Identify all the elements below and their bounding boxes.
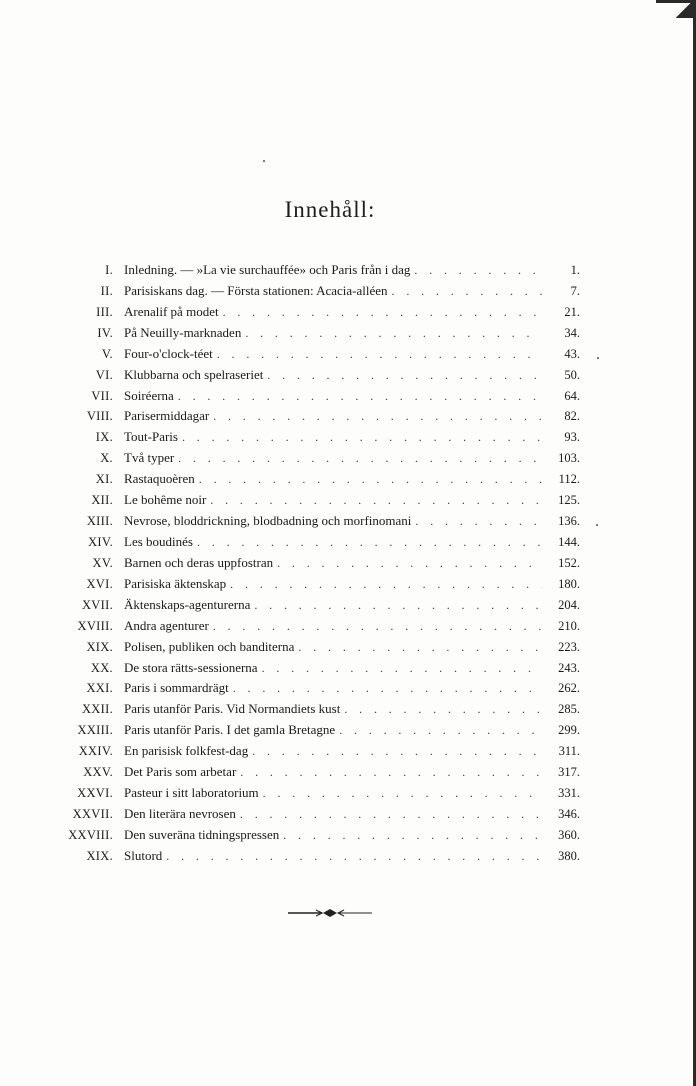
chapter-title: Les boudinés — [124, 533, 193, 549]
chapter-number: XIX. — [86, 639, 113, 654]
chapter-entry — [124, 323, 542, 344]
dot-leader — [166, 846, 542, 867]
chapter-number: I. — [105, 263, 113, 277]
page-number: 21. — [564, 304, 580, 319]
dot-leader — [267, 365, 542, 386]
chapter-title: Pasteur i sitt laboratorium — [124, 785, 259, 801]
chapter-number: V. — [101, 346, 113, 361]
page-number: 285. — [558, 702, 580, 717]
toc-row — [60, 762, 580, 783]
page-number: 64. — [564, 388, 580, 403]
chapter-title: Arenalif på modet — [124, 303, 219, 319]
toc-row — [60, 825, 580, 846]
chapter-entry — [124, 553, 542, 574]
page-number: 82. — [564, 409, 580, 424]
dot-leader — [392, 281, 542, 302]
chapter-number: IV. — [97, 325, 113, 340]
toc-row — [60, 720, 580, 741]
chapter-number: VII. — [91, 388, 113, 403]
table-of-contents — [60, 260, 580, 867]
chapter-entry — [124, 490, 542, 511]
chapter-number: XXIII. — [77, 723, 113, 738]
page-number: 380. — [558, 848, 580, 863]
page-number: 223. — [558, 639, 580, 654]
chapter-title: Paris i sommardrägt — [124, 680, 229, 696]
chapter-title: Två typer — [124, 450, 175, 466]
decorative-rule-icon — [286, 906, 374, 920]
chapter-entry — [124, 637, 542, 658]
toc-row — [60, 741, 580, 762]
chapter-number: XXIV. — [78, 744, 113, 759]
chapter-title: Soiréerna — [124, 387, 174, 403]
dot-leader — [182, 427, 542, 448]
page-number: 144. — [558, 534, 580, 549]
dot-leader — [178, 448, 542, 469]
chapter-entry — [124, 783, 542, 804]
page-number: 204. — [558, 597, 580, 612]
chapter-number: X. — [100, 451, 113, 466]
page-corner — [674, 0, 696, 18]
page-number: 360. — [558, 827, 580, 842]
chapter-number: XII. — [91, 493, 113, 508]
chapter-title: Barnen och deras uppfostran — [124, 554, 274, 570]
page-number: 262. — [558, 681, 580, 696]
toc-row — [60, 427, 580, 448]
toc-row — [60, 553, 580, 574]
toc-row — [60, 637, 580, 658]
chapter-title: Inledning. — »La vie surchauffée» och Paris från i dag — [124, 262, 411, 277]
toc-row — [60, 406, 580, 427]
page-number: 50. — [564, 367, 580, 382]
toc-row — [60, 260, 580, 281]
page-number: 331. — [558, 786, 580, 801]
paper-speck — [597, 357, 599, 359]
chapter-entry — [124, 762, 542, 783]
chapter-title: Paris utanför Paris. Vid Normandiets kust — [124, 701, 341, 717]
dot-leader — [414, 260, 542, 281]
page-number: 317. — [558, 765, 580, 780]
chapter-title: De stora rätts-sessionerna — [124, 659, 258, 675]
chapter-number: XVII. — [81, 597, 113, 612]
page-number: 34. — [564, 325, 580, 340]
page-number: 346. — [558, 806, 580, 821]
chapter-title: Äktenskaps-agenturerna — [124, 596, 251, 612]
chapter-entry — [124, 825, 542, 846]
page-number: 125. — [558, 493, 580, 508]
toc-row — [60, 344, 580, 365]
chapter-number: XIX. — [86, 848, 113, 863]
dot-leader — [298, 637, 542, 658]
page-number: 152. — [558, 555, 580, 570]
chapter-number: II. — [100, 283, 113, 298]
chapter-number: XV. — [92, 555, 113, 570]
page-title: Innehåll: — [284, 197, 376, 222]
toc-row — [60, 846, 580, 867]
chapter-entry — [124, 365, 542, 386]
dot-leader — [263, 783, 542, 804]
chapter-title: Tout-Paris — [124, 429, 178, 445]
toc-row — [60, 302, 580, 323]
toc-row — [60, 783, 580, 804]
toc-row — [60, 678, 580, 699]
dot-leader — [213, 616, 542, 637]
dot-leader — [217, 344, 542, 365]
chapter-title: Andra agenturer — [124, 617, 209, 633]
page-number: 311. — [558, 744, 580, 759]
chapter-entry — [124, 574, 542, 595]
toc-row — [60, 386, 580, 407]
chapter-entry — [124, 532, 542, 553]
chapter-entry — [124, 469, 542, 490]
chapter-entry — [124, 846, 542, 867]
chapter-title: Den suveräna tidningspressen — [124, 826, 280, 842]
chapter-entry — [124, 406, 542, 427]
chapter-number: VIII. — [86, 409, 113, 424]
chapter-title: Polisen, publiken och banditerna — [124, 638, 295, 654]
chapter-title: Slutord — [124, 847, 163, 863]
chapter-number: XX. — [90, 660, 113, 675]
chapter-title: Parisiska äktenskap — [124, 575, 227, 591]
chapter-number: VI. — [95, 367, 113, 382]
dot-leader — [344, 699, 542, 720]
chapter-number: XXVI. — [77, 786, 113, 801]
toc-row — [60, 323, 580, 344]
page-number: 1. — [570, 263, 580, 277]
toc-row — [60, 574, 580, 595]
chapter-title: En parisisk folkfest-dag — [124, 743, 249, 759]
dot-leader — [339, 720, 542, 741]
chapter-entry — [124, 741, 542, 762]
chapter-number: XXII. — [81, 702, 113, 717]
chapter-title: Rastaquoèren — [124, 471, 195, 487]
chapter-number: XVI. — [86, 576, 113, 591]
chapter-number: XIII. — [86, 514, 113, 529]
dot-leader — [277, 553, 542, 574]
chapter-number: XIV. — [88, 534, 113, 549]
chapter-entry — [124, 616, 542, 637]
page-number: 243. — [558, 660, 580, 675]
chapter-entry — [124, 448, 542, 469]
page-number: 112. — [558, 472, 580, 487]
dot-leader — [197, 532, 542, 553]
chapter-title: Le bohême noir — [124, 492, 207, 508]
chapter-entry — [124, 427, 542, 448]
page-number: 103. — [558, 451, 580, 466]
toc-row — [60, 511, 580, 532]
chapter-number: IX. — [95, 430, 113, 445]
dot-leader — [230, 574, 542, 595]
dot-leader — [223, 302, 542, 323]
chapter-title: Den literära nevrosen — [124, 805, 236, 821]
chapter-title: Det Paris som arbetar — [124, 764, 237, 780]
chapter-number: XXV. — [83, 765, 113, 780]
page-number: 93. — [564, 430, 580, 445]
page-number: 180. — [558, 576, 580, 591]
toc-row — [60, 365, 580, 386]
chapter-title: Klubbarna och spelraseriet — [124, 366, 264, 382]
toc-row — [60, 490, 580, 511]
paper-speck — [596, 524, 598, 526]
page-number: 43. — [564, 346, 580, 361]
toc-row — [60, 281, 580, 302]
dot-leader — [415, 511, 542, 532]
chapter-entry — [124, 595, 542, 616]
page-number: 136. — [558, 514, 580, 529]
dot-leader — [213, 406, 542, 427]
chapter-title: Four-o'clock-téet — [124, 345, 213, 361]
dot-leader — [240, 762, 542, 783]
chapter-title: Paris utanför Paris. I det gamla Bretagne — [124, 722, 336, 738]
dot-leader — [210, 490, 542, 511]
toc-row — [60, 448, 580, 469]
toc-row — [60, 595, 580, 616]
chapter-entry — [124, 678, 542, 699]
chapter-entry — [124, 511, 542, 532]
chapter-title: Nevrose, bloddrickning, blodbadning och morfinomani — [124, 513, 412, 529]
chapter-entry — [124, 804, 542, 825]
chapter-title: Parisiskans dag. — Första stationen: Acacia-alléen — [124, 282, 388, 298]
dot-leader — [283, 825, 542, 846]
dot-leader — [245, 323, 542, 344]
chapter-entry — [124, 658, 542, 679]
chapter-number: XXVII. — [72, 806, 113, 821]
dot-leader — [199, 469, 542, 490]
toc-row — [60, 469, 580, 490]
chapter-entry — [124, 281, 542, 302]
chapter-entry — [124, 699, 542, 720]
page-number: 7. — [570, 283, 580, 298]
chapter-entry — [124, 302, 542, 323]
chapter-entry — [124, 260, 542, 281]
chapter-entry — [124, 386, 542, 407]
toc-row — [60, 804, 580, 825]
toc-row — [60, 532, 580, 553]
chapter-entry — [124, 344, 542, 365]
dot-leader — [262, 658, 542, 679]
dot-leader — [240, 804, 542, 825]
paper-speck — [263, 160, 265, 162]
chapter-number: III. — [96, 304, 113, 319]
chapter-title: På Neuilly-marknaden — [124, 324, 242, 340]
chapter-number: XXI. — [86, 681, 113, 696]
dot-leader — [178, 386, 542, 407]
toc-row — [60, 699, 580, 720]
chapter-title: Parisermiddagar — [124, 408, 210, 424]
dot-leader — [254, 595, 542, 616]
dot-leader — [233, 678, 542, 699]
dot-leader — [252, 741, 542, 762]
page-number: 299. — [558, 723, 580, 738]
toc-row — [60, 616, 580, 637]
page-number: 210. — [558, 618, 580, 633]
chapter-number: XI. — [95, 472, 113, 487]
chapter-number: XXVIII. — [68, 827, 113, 842]
toc-row — [60, 658, 580, 679]
chapter-number: XVIII. — [77, 618, 113, 633]
chapter-entry — [124, 720, 542, 741]
